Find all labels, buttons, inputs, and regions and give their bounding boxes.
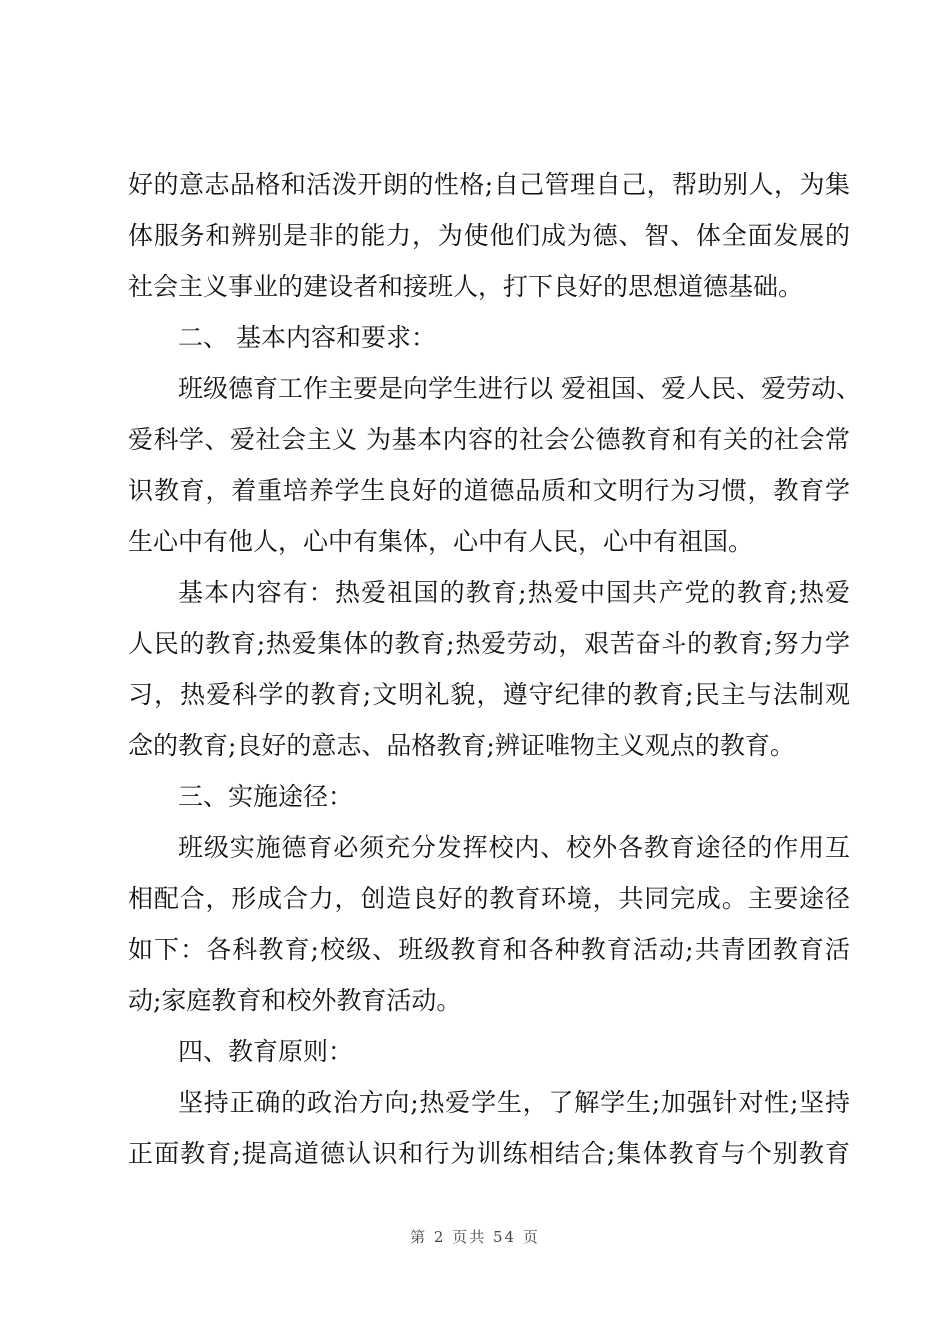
section-heading-principles: 四、教育原则： (178, 1037, 354, 1066)
section-heading-approach: 三、实施途径： (178, 782, 354, 811)
body-line: 体服务和辨别是非的能力，为使他们成为德、智、体全面发展的 (128, 221, 850, 250)
section-heading-content: 二、 基本内容和要求： (178, 323, 436, 352)
body-line: 如下：各科教育;校级、班级教育和各种教育活动;共青团教育活 (128, 935, 850, 964)
body-line: 坚持正确的政治方向;热爱学生，了解学生;加强针对性;坚持 (178, 1088, 850, 1117)
body-line: 念的教育;良好的意志、品格教育;辨证唯物主义观点的教育。 (128, 731, 795, 760)
body-line: 爱科学、爱社会主义 为基本内容的社会公德教育和有关的社会常 (128, 425, 850, 454)
body-line: 班级德育工作主要是向学生进行以 爱祖国、爱人民、爱劳动、 (178, 374, 861, 403)
body-line: 正面教育;提高道德认识和行为训练相结合;集体教育与个别教育 (128, 1139, 850, 1168)
body-line: 基本内容有：热爱祖国的教育;热爱中国共产党的教育;热爱 (178, 578, 850, 607)
page-number-footer: 第 2 页共 54 页 (410, 1228, 540, 1246)
body-line: 生心中有他人，心中有集体，心中有人民，心中有祖国。 (128, 527, 754, 556)
body-line: 好的意志品格和活泼开朗的性格;自己管理自己，帮助别人，为集 (128, 170, 850, 199)
body-line: 社会主义事业的建设者和接班人，打下良好的思想道德基础。 (128, 272, 804, 301)
body-line: 习，热爱科学的教育;文明礼貌，遵守纪律的教育;民主与法制观 (128, 680, 850, 709)
body-line: 班级实施德育必须充分发挥校内、校外各教育途径的作用互 (178, 833, 850, 862)
body-line: 人民的教育;热爱集体的教育;热爱劳动，艰苦奋斗的教育;努力学 (128, 629, 850, 658)
body-line: 识教育，着重培养学生良好的道德品质和文明行为习惯，教育学 (128, 476, 850, 505)
body-line: 相配合，形成合力，创造良好的教育环境，共同完成。主要途径 (128, 884, 850, 913)
body-line: 动;家庭教育和校外教育活动。 (128, 986, 462, 1015)
